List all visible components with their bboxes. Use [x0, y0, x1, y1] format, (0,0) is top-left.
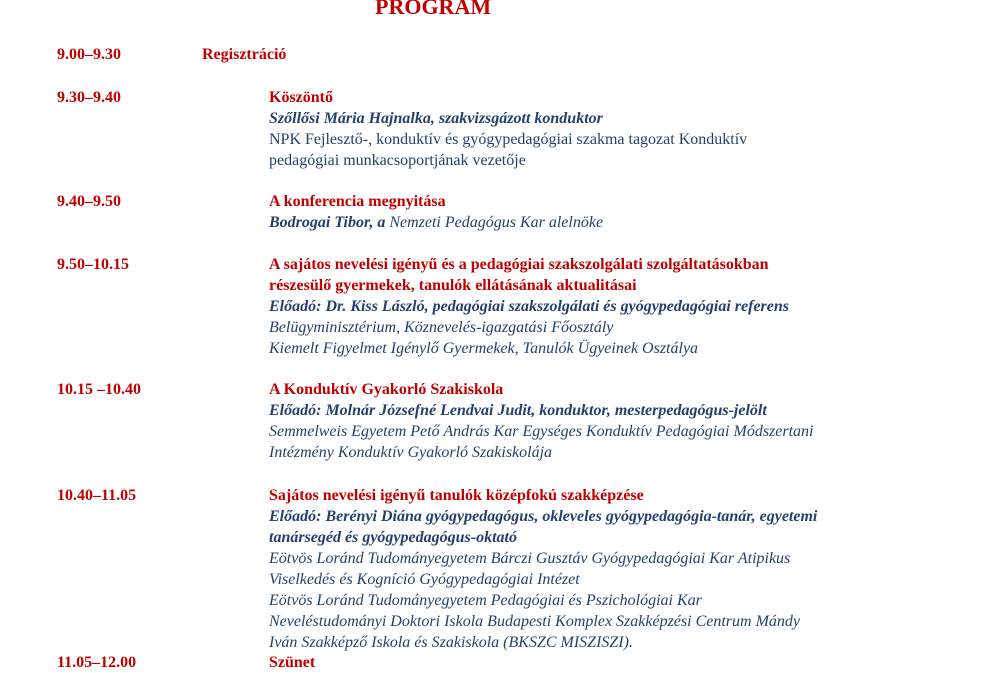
- affiliation: Belügyminisztérium, Köznevelés-igazgatási Főosztály: [269, 319, 614, 336]
- session-heading: Regisztráció: [202, 46, 287, 63]
- session-heading: részesülő gyermekek, tanulók ellátásának aktualitásai: [269, 277, 637, 294]
- time-slot: 11.05–12.00: [57, 654, 137, 671]
- affiliation: Viselkedés és Kogníció Gyógypedagógiai Intézet: [269, 571, 580, 588]
- affiliation: Iván Szakképző Iskola és Szakiskola (BKSZC MISZISZI).: [269, 634, 633, 651]
- speaker: tanársegéd és gyógypedagógus-oktató: [269, 529, 517, 546]
- page-title: PROGRAM: [375, 0, 492, 19]
- time-slot: 9.40–9.50: [57, 193, 121, 210]
- session-block: [269, 652, 909, 673]
- session-heading: Köszöntő: [269, 89, 333, 106]
- session-heading: A Konduktív Gyakorló Szakiskola: [269, 381, 504, 398]
- time-slot: 9.30–9.40: [57, 89, 121, 106]
- speaker: Előadó: Molnár Józsefné Lendvai Judit, konduktor, mesterpedagógus-jelölt: [269, 402, 767, 419]
- speaker: Bodrogai Tibor, a: [269, 214, 386, 231]
- affiliation: pedagógiai munkacsoportjának vezetője: [269, 152, 526, 169]
- session-heading: A konferencia megnyitása: [269, 193, 446, 210]
- time-slot: 9.50–10.15: [57, 256, 129, 273]
- affiliation: Eötvös Loránd Tudományegyetem Bárczi Gusztáv Gyógypedagógiai Kar Atipikus: [269, 550, 791, 567]
- speaker: Szőllősi Mária Hajnalka, szakvizsgázott konduktor: [269, 110, 603, 127]
- session-block: [269, 87, 909, 171]
- affiliation: NPK Fejlesztő-, konduktív és gyógypedagógiai szakma tagozat Konduktív: [269, 131, 748, 148]
- time-slot: 10.40–11.05: [57, 487, 137, 504]
- session-heading: Szünet: [269, 654, 316, 671]
- session-block: [269, 191, 909, 233]
- affiliation: Eötvös Loránd Tudományegyetem Pedagógiai és Pszichológiai Kar: [269, 592, 702, 609]
- affiliation: Semmelweis Egyetem Pető András Kar Egységes Konduktív Pedagógiai Módszertani: [269, 423, 814, 440]
- speaker: Előadó: Berényi Diána gyógypedagógus, okleveles gyógypedagógia-tanár, egyetemi: [269, 508, 818, 525]
- affiliation: Kiemelt Figyelmet Igénylő Gyermekek, Tanulók Ügyeinek Osztálya: [269, 340, 699, 357]
- session-block: [269, 485, 909, 653]
- affiliation: Intézmény Konduktív Gyakorló Szakiskolája: [269, 444, 553, 461]
- time-slot: 10.15 –10.40: [57, 381, 141, 398]
- affiliation: Neveléstudományi Doktori Iskola Budapesti Komplex Szakképzési Centrum Mándy: [269, 613, 800, 630]
- session-heading: Sajátos nevelési igényű tanulók középfokú szakképzése: [269, 487, 644, 504]
- session-block: [269, 379, 909, 463]
- time-slot: 9.00–9.30: [57, 46, 121, 63]
- session-heading: A sajátos nevelési igényű és a pedagógiai szakszolgálati szolgáltatásokban: [269, 256, 769, 273]
- speaker-role: Nemzeti Pedagógus Kar alelnöke: [385, 214, 604, 231]
- session-block: [269, 254, 909, 359]
- speaker: Előadó: Dr. Kiss László, pedagógiai szakszolgálati és gyógypedagógiai referens: [269, 298, 789, 315]
